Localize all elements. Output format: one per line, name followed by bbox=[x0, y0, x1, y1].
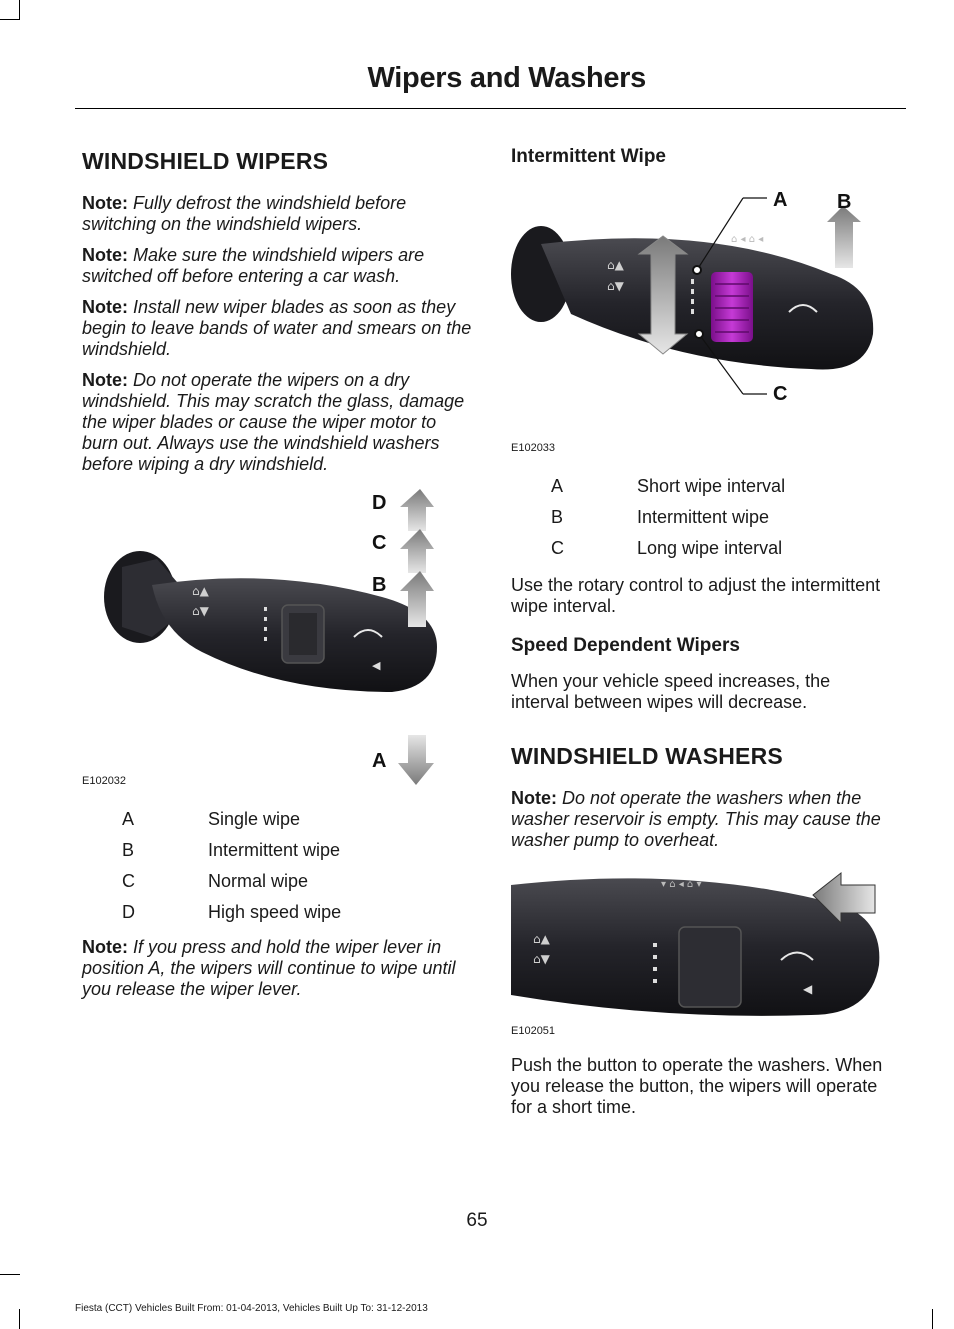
svg-text:◀: ◀ bbox=[372, 659, 381, 672]
legend-value: Single wipe bbox=[208, 809, 301, 829]
legend-key: A bbox=[551, 476, 564, 496]
body-text: Push the button to operate the washers. When you release the button, the wipers will operate for a short time. bbox=[511, 1055, 883, 1117]
legend-key: A bbox=[122, 809, 135, 829]
legend-table bbox=[82, 809, 341, 933]
legend-key: B bbox=[551, 507, 564, 527]
svg-text:⌂▼: ⌂▼ bbox=[533, 952, 550, 966]
legend-value: High speed wipe bbox=[208, 902, 342, 922]
up-arrow-icon bbox=[827, 206, 861, 268]
figure-code: E102051 bbox=[511, 1025, 556, 1037]
legend-row bbox=[511, 507, 785, 538]
svg-text:⌂▼: ⌂▼ bbox=[192, 604, 209, 618]
svg-text:⌂▲: ⌂▲ bbox=[533, 932, 550, 946]
legend-row bbox=[511, 476, 785, 507]
note-label: Note: bbox=[82, 370, 128, 390]
note-label: Note: bbox=[82, 297, 128, 317]
note bbox=[82, 245, 472, 287]
legend-row bbox=[511, 538, 785, 569]
callout-a: A bbox=[773, 189, 788, 211]
legend-row bbox=[82, 871, 341, 902]
note bbox=[82, 193, 472, 235]
crop-mark bbox=[932, 1309, 933, 1329]
legend-value: Short wipe interval bbox=[637, 476, 786, 496]
figure-code: E102032 bbox=[82, 775, 127, 787]
legend-value: Intermittent wipe bbox=[208, 840, 341, 860]
crop-mark bbox=[0, 1274, 20, 1275]
note-text: Do not operate the wipers on a dry windshield. This may scratch the glass, damage the wiper blades or cause the wiper motor to burn out. Always use the windshield washers before wiping a dry windshield. bbox=[82, 370, 465, 474]
up-arrow-icon bbox=[400, 529, 434, 573]
svg-text:⌂▲: ⌂▲ bbox=[192, 584, 209, 598]
body-text: Use the rotary control to adjust the intermittent wipe interval. bbox=[511, 575, 881, 616]
note-text: Install new wiper blades as soon as they begin to leave bands of water and smears on the windshield. bbox=[82, 297, 472, 359]
footer-text: Fiesta (CCT) Vehicles Built From: 01-04-2013, Vehicles Built Up To: 31-12-2013 bbox=[75, 1303, 428, 1314]
callout-c: C bbox=[773, 383, 788, 405]
crop-mark bbox=[19, 1309, 20, 1329]
rotary-control-illustration bbox=[511, 184, 881, 434]
page-number: 65 bbox=[466, 1210, 488, 1231]
svg-text:⌂ ◂ ⌂ ◂: ⌂ ◂ ⌂ ◂ bbox=[731, 234, 764, 245]
legend-value: Normal wipe bbox=[208, 871, 309, 891]
legend-value: Intermittent wipe bbox=[637, 507, 770, 527]
legend-row bbox=[82, 902, 341, 933]
note-label: Note: bbox=[82, 193, 128, 213]
callout-b: B bbox=[837, 191, 852, 213]
note-text: Do not operate the washers when the washer reservoir is empty. This may cause the washer pump to overheat. bbox=[511, 788, 881, 850]
left-column bbox=[82, 140, 472, 1000]
wiper-lever-illustration bbox=[82, 487, 442, 787]
down-arrow-icon bbox=[398, 735, 434, 785]
section-heading-wipers: WINDSHIELD WIPERS bbox=[82, 148, 329, 174]
note bbox=[511, 788, 891, 851]
right-column bbox=[511, 140, 891, 1118]
legend-key: B bbox=[122, 840, 135, 860]
up-arrow-icon bbox=[400, 489, 434, 531]
note-label: Note: bbox=[82, 937, 128, 957]
note bbox=[82, 297, 472, 360]
legend-key: C bbox=[122, 871, 135, 891]
crop-mark bbox=[0, 19, 20, 20]
legend-key: D bbox=[122, 902, 135, 922]
callout-d: D bbox=[372, 492, 387, 514]
svg-text:⌂▲: ⌂▲ bbox=[607, 258, 624, 272]
crop-mark bbox=[19, 0, 20, 20]
figure-code: E102033 bbox=[511, 442, 556, 454]
legend-value: Long wipe interval bbox=[637, 538, 783, 558]
subheading-speed-dependent: Speed Dependent Wipers bbox=[511, 635, 740, 656]
legend-key: C bbox=[551, 538, 564, 558]
page-title: Wipers and Washers bbox=[367, 62, 646, 94]
callout-b: B bbox=[372, 574, 387, 596]
legend-row bbox=[82, 809, 341, 840]
svg-text:⌂▼: ⌂▼ bbox=[607, 279, 624, 293]
note-text: If you press and hold the wiper lever in position A, the wipers will continue to wipe until you release the wiper lever. bbox=[82, 937, 456, 999]
svg-text:▾ ⌂ ◂ ⌂ ▾: ▾ ⌂ ◂ ⌂ ▾ bbox=[661, 879, 702, 890]
legend-row bbox=[82, 840, 341, 871]
intermittent-wipe-figure bbox=[511, 184, 881, 454]
washer-figure bbox=[511, 865, 881, 1037]
section-heading-washers: WINDSHIELD WASHERS bbox=[511, 743, 783, 769]
washer-lever-illustration bbox=[511, 865, 881, 1023]
subheading-intermittent: Intermittent Wipe bbox=[511, 146, 666, 167]
svg-text:◀: ◀ bbox=[803, 982, 813, 996]
note bbox=[82, 937, 472, 1000]
note-label: Note: bbox=[511, 788, 557, 808]
body-text: When your vehicle speed increases, the interval between wipes will decrease. bbox=[511, 671, 831, 712]
callout-c: C bbox=[372, 532, 387, 554]
note-text: Make sure the windshield wipers are switched off before entering a car wash. bbox=[82, 245, 425, 286]
legend-table bbox=[511, 476, 785, 569]
wiper-lever-figure bbox=[82, 487, 442, 787]
note-label: Note: bbox=[82, 245, 128, 265]
note bbox=[82, 370, 472, 475]
note-text: Fully defrost the windshield before switching on the windshield wipers. bbox=[82, 193, 407, 234]
callout-a: A bbox=[372, 750, 387, 772]
page-header bbox=[75, 60, 906, 109]
